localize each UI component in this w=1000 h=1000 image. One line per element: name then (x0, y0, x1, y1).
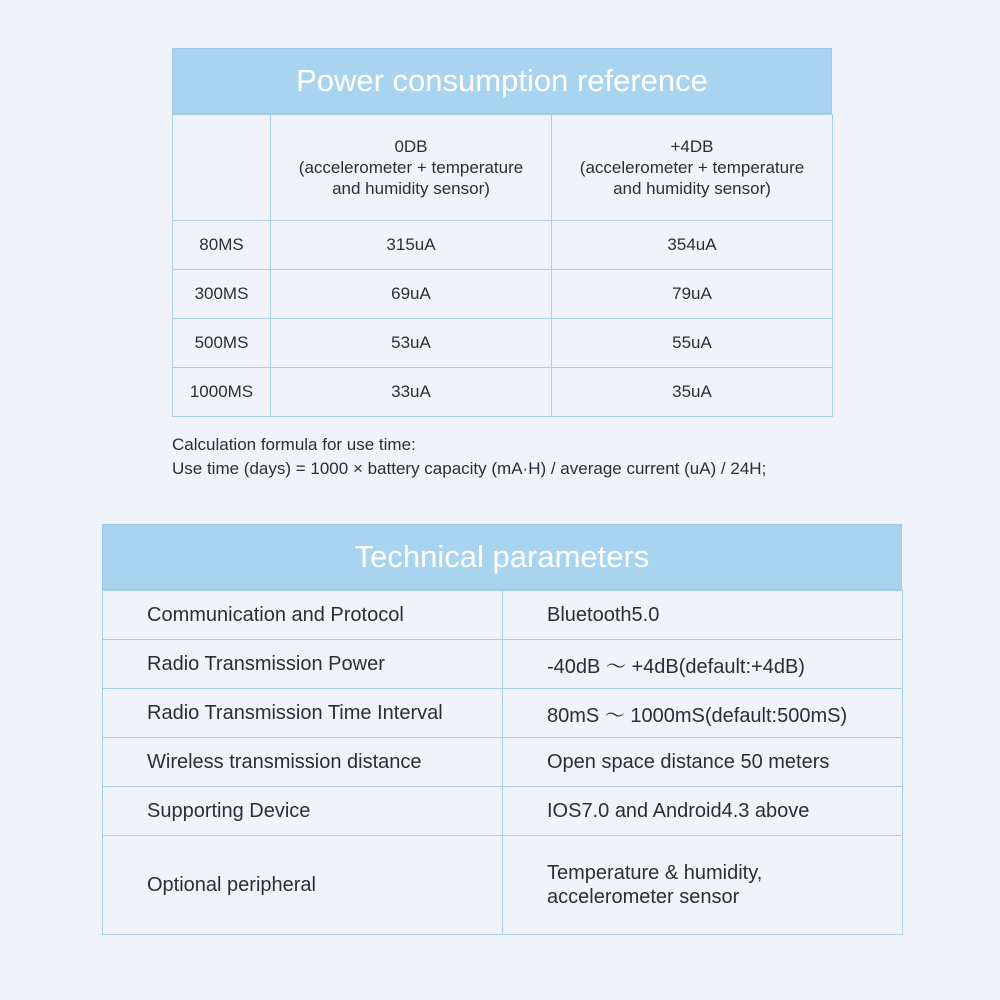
table-row (103, 787, 903, 836)
current-0db-cell: 33uA (271, 368, 552, 417)
parameter-value: IOS7.0 and Android4.3 above (503, 787, 903, 836)
technical-parameters-title: Technical parameters (102, 524, 902, 590)
column-header-detail: and humidity sensor) (332, 179, 490, 198)
interval-cell: 80MS (173, 221, 271, 270)
parameter-label: Wireless transmission distance (103, 738, 503, 787)
column-header-0db (271, 115, 552, 221)
parameter-label: Radio Transmission Time Interval (103, 689, 503, 738)
interval-cell: 1000MS (173, 368, 271, 417)
current-4db-cell: 55uA (552, 319, 833, 368)
parameter-value-line: accelerometer sensor (547, 886, 740, 908)
parameter-label: Optional peripheral (103, 836, 503, 935)
table-header-row (173, 115, 833, 221)
table-row (103, 640, 903, 689)
parameter-value-line: Temperature & humidity, (547, 862, 763, 884)
table-row (103, 689, 903, 738)
power-consumption-title: Power consumption reference (172, 48, 832, 114)
use-time-formula (172, 433, 766, 481)
formula-text: Use time (days) = 1000 × battery capacity (mA·H) / average current (uA) / 24H; (172, 459, 767, 478)
table-row (103, 836, 903, 935)
parameter-value: 80mS ～ 1000mS(default:500mS) (503, 689, 903, 738)
power-consumption-table (172, 114, 833, 417)
column-header-detail: (accelerometer + temperature (579, 158, 805, 177)
technical-parameters-table (102, 590, 903, 935)
table-row (173, 368, 833, 417)
column-header-detail: (accelerometer + temperature (298, 158, 524, 177)
current-0db-cell: 69uA (271, 270, 552, 319)
current-0db-cell: 53uA (271, 319, 552, 368)
interval-cell: 300MS (173, 270, 271, 319)
power-consumption-section (172, 48, 832, 417)
table-row (173, 270, 833, 319)
parameter-value: -40dB ～ +4dB(default:+4dB) (503, 640, 903, 689)
table-row (103, 738, 903, 787)
parameter-label: Supporting Device (103, 787, 503, 836)
column-header-label: +4DB (670, 137, 714, 156)
parameter-label: Radio Transmission Power (103, 640, 503, 689)
technical-parameters-section (102, 524, 902, 935)
table-row (173, 221, 833, 270)
parameter-value: Open space distance 50 meters (503, 738, 903, 787)
column-header-4db (552, 115, 833, 221)
column-header-label: 0DB (394, 137, 428, 156)
empty-header-cell (173, 115, 271, 221)
table-row (103, 591, 903, 640)
table-row (173, 319, 833, 368)
column-header-detail: and humidity sensor) (613, 179, 771, 198)
current-4db-cell: 79uA (552, 270, 833, 319)
parameter-value: Bluetooth5.0 (503, 591, 903, 640)
parameter-value (503, 836, 903, 935)
current-4db-cell: 35uA (552, 368, 833, 417)
parameter-label: Communication and Protocol (103, 591, 503, 640)
interval-cell: 500MS (173, 319, 271, 368)
formula-heading: Calculation formula for use time: (172, 435, 416, 454)
current-0db-cell: 315uA (271, 221, 552, 270)
current-4db-cell: 354uA (552, 221, 833, 270)
